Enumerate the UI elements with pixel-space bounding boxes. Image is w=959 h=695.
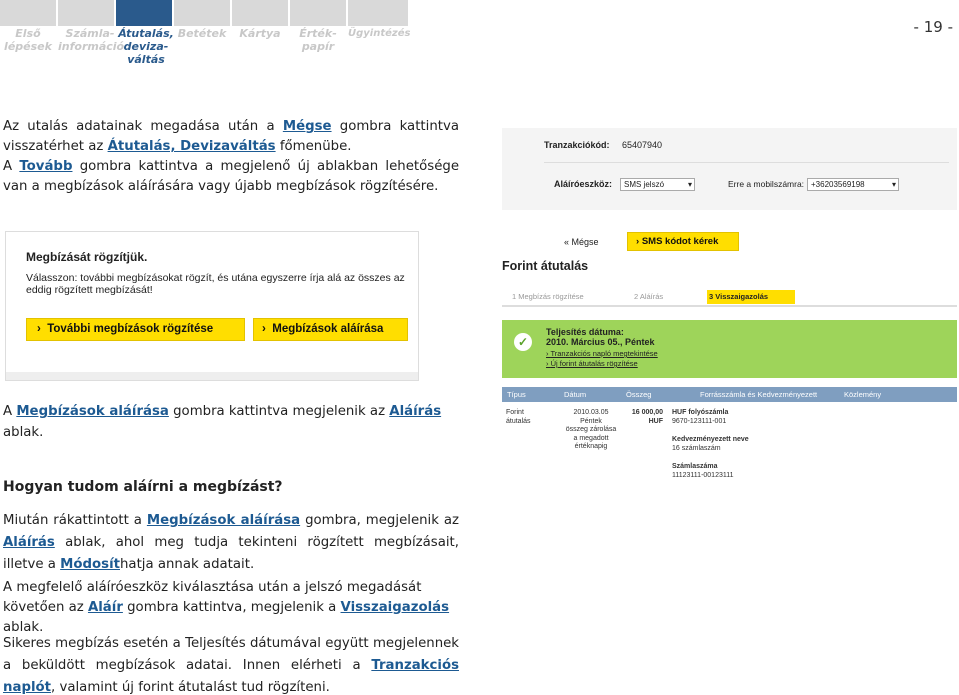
- text: Miután rákattintott a: [3, 513, 147, 528]
- link-text: Új forint átutalás rögzítése: [550, 359, 638, 368]
- dialog-title: Megbízását rögzítjük.: [26, 250, 148, 264]
- megbizasok-alairasa-button[interactable]: [253, 318, 408, 341]
- tab-label-elso-lepesek: Első lépések: [4, 27, 52, 53]
- page-number: - 19 -: [913, 18, 953, 36]
- tab-ugyintezes[interactable]: [348, 0, 408, 26]
- step-1: 1 Megbízás rögzítése: [512, 292, 584, 301]
- mobilszam-value: +36203569198: [811, 180, 865, 189]
- row-source-acct: 9670-123111-001: [672, 418, 727, 425]
- alairoeszkoz-value: SMS jelszó: [624, 180, 665, 189]
- alair-link[interactable]: Aláír: [87, 600, 123, 615]
- chevron-right-icon: ›: [636, 236, 640, 247]
- progress-steps: [502, 290, 957, 306]
- row-benef-value: 16 számlaszám: [672, 445, 721, 452]
- signing-paragraph: [3, 510, 459, 576]
- link-text: Tranzakciós napló megtekintése: [550, 349, 658, 358]
- screenshot-signing-form: [502, 128, 957, 210]
- uj-atutalas-link[interactable]: › Új forint átutalás rögzítése: [546, 359, 638, 368]
- text: gombra, megjelenik az: [300, 513, 460, 528]
- col-forrasszamla: Forrásszámla és Kedvezményezett: [700, 390, 818, 399]
- text: A: [3, 404, 17, 419]
- text: A megfelelő aláíróeszköz kiválasztása után a jelszó megadását követően az: [3, 580, 422, 615]
- text: gombra kattintva, megjelenik a: [122, 600, 341, 615]
- divider: [544, 162, 949, 163]
- tranzakcios-naplo-link[interactable]: › Tranzakciós napló megtekintése: [546, 349, 658, 358]
- tranzakcios-naplo-link[interactable]: Tranzakciós naplót: [3, 658, 459, 695]
- row-amount: 16 000,00 HUF: [631, 409, 663, 425]
- alairoeszkoz-select[interactable]: [620, 178, 695, 191]
- success-title: Teljesítés dátuma:: [546, 327, 624, 337]
- text: ablak.: [3, 425, 44, 440]
- text: hatja annak adatait.: [120, 557, 255, 572]
- modosit-link[interactable]: Módosít: [60, 557, 120, 572]
- visszaigazolas-link[interactable]: Visszaigazolás: [340, 600, 450, 615]
- forint-atutalas-title: Forint átutalás: [502, 259, 589, 273]
- alairoeszkoz-label: Aláíróeszköz:: [554, 179, 613, 189]
- text: gombra kattintva visszatérhet az: [3, 119, 459, 154]
- text: gombra kattintva megjelenik az: [168, 404, 390, 419]
- sign-button-paragraph: [3, 401, 459, 443]
- table-header: [502, 387, 957, 402]
- step-3: 3 Visszaigazolás: [707, 290, 795, 304]
- mobilszam-select[interactable]: [807, 178, 899, 191]
- step-2: 2 Aláírás: [634, 292, 664, 301]
- tovabbi-megbizasok-label: További megbízások rögzítése: [47, 323, 214, 335]
- tab-label-szamlainformacio: Számla- információ: [58, 27, 125, 53]
- chevron-down-icon: ▾: [891, 180, 896, 189]
- row-acct-label: Számlaszáma: [672, 463, 718, 470]
- alairas-link[interactable]: Aláírás: [389, 404, 442, 419]
- screenshot-confirmation: [502, 230, 957, 494]
- dialog-footer-bar: [6, 372, 418, 380]
- mégse-link[interactable]: Mégse: [282, 119, 332, 134]
- intro-paragraph: [3, 117, 459, 197]
- tovabbi-megbizasok-button[interactable]: [26, 318, 245, 341]
- text: ablak.: [3, 620, 44, 635]
- tranzakciokod-value: 65407940: [622, 140, 663, 150]
- megbizasok-alairasa-link[interactable]: Megbízások aláírása: [146, 513, 301, 528]
- tab-label-betetek: Betétek: [177, 27, 227, 40]
- atutalas-devizavaltas-link[interactable]: Átutalás, Devizaváltás: [107, 139, 276, 154]
- section-heading: Hogyan tudom aláírni a megbízást?: [3, 479, 283, 495]
- row-type: Forint átutalás: [506, 409, 531, 425]
- text: A: [3, 159, 20, 174]
- success-date: 2010. Március 05., Péntek: [546, 337, 655, 347]
- row-source-label: HUF folyószámla: [672, 409, 729, 416]
- tovabb-link[interactable]: Tovább: [19, 159, 73, 174]
- dialog-message: Válasszon: további megbízásokat rögzít, és utána egyszerre írja alá az összes az eddig rögzített megbízását!: [26, 272, 405, 296]
- mobilszam-label: Erre a mobilszámra:: [728, 179, 805, 189]
- tab-elso-lepesek[interactable]: [0, 0, 56, 26]
- back-link[interactable]: « Mégse: [564, 237, 599, 247]
- row-date: 2010.03.05 Péntek összeg zárolása a megadott értéknapig: [565, 409, 617, 450]
- chevron-right-icon: ›: [262, 323, 266, 335]
- chevron-right-icon: ›: [37, 323, 41, 335]
- tab-label-ertekpapir: Érték- papír: [299, 27, 337, 53]
- row-acct-value: 11123111-00123111: [672, 472, 734, 479]
- tab-kartya[interactable]: [232, 0, 288, 26]
- check-icon: ✓: [514, 333, 532, 351]
- sms-kod-button[interactable]: [627, 232, 739, 251]
- success-box: [502, 320, 957, 378]
- tab-atutalas-devizavaltas[interactable]: [116, 0, 172, 26]
- step-line: [502, 305, 957, 307]
- col-tipus: Típus: [507, 390, 526, 399]
- sms-kod-label: SMS kódot kérek: [641, 236, 719, 247]
- tab-label-kartya: Kártya: [239, 27, 281, 40]
- text: ablak, ahol meg tudja tekinteni rögzített megbízásait, illetve a: [3, 535, 459, 572]
- text: , valamint új forint átutalást tud rögzíteni.: [51, 680, 330, 695]
- screenshot-record-dialog: [5, 231, 419, 381]
- text: főmenübe.: [275, 139, 352, 154]
- text: Sikeres megbízás esetén a Teljesítés dátumával együtt megjelennek a beküldött megbízások adatai. Innen elérheti a: [3, 636, 459, 673]
- device-paragraph: [3, 578, 459, 638]
- tab-betetek[interactable]: [174, 0, 230, 26]
- alairas-link[interactable]: Aláírás: [3, 535, 55, 550]
- text: gombra kattintva a megjelenő új ablakban lehetősége van a megbízások aláírására vagy újabb megbízások rögzítésére.: [3, 159, 459, 194]
- text: Az utalás adatainak megadása után a: [3, 119, 283, 134]
- tab-label-atutalas: Átutalás, deviza- váltás: [118, 27, 174, 66]
- tab-szamlainformacio[interactable]: [58, 0, 114, 26]
- chevron-down-icon: ▾: [687, 180, 692, 189]
- tab-label-ugyintezes: Ügyintézés: [348, 28, 411, 39]
- row-benef-label: Kedvezményezett neve: [672, 436, 749, 443]
- col-osszeg: Összeg: [626, 390, 652, 399]
- tranzakciokod-label: Tranzakciókód:: [544, 140, 610, 150]
- success-paragraph: [3, 633, 459, 695]
- col-kozlemeny: Közlemény: [844, 390, 882, 399]
- megbizasok-alairasa-label: Megbízások aláírása: [272, 323, 384, 335]
- summary-table: [502, 387, 957, 493]
- tab-ertekpapir[interactable]: [290, 0, 346, 26]
- col-datum: Dátum: [564, 390, 587, 399]
- megbizasok-alairasa-link[interactable]: Megbízások aláírása: [16, 404, 169, 419]
